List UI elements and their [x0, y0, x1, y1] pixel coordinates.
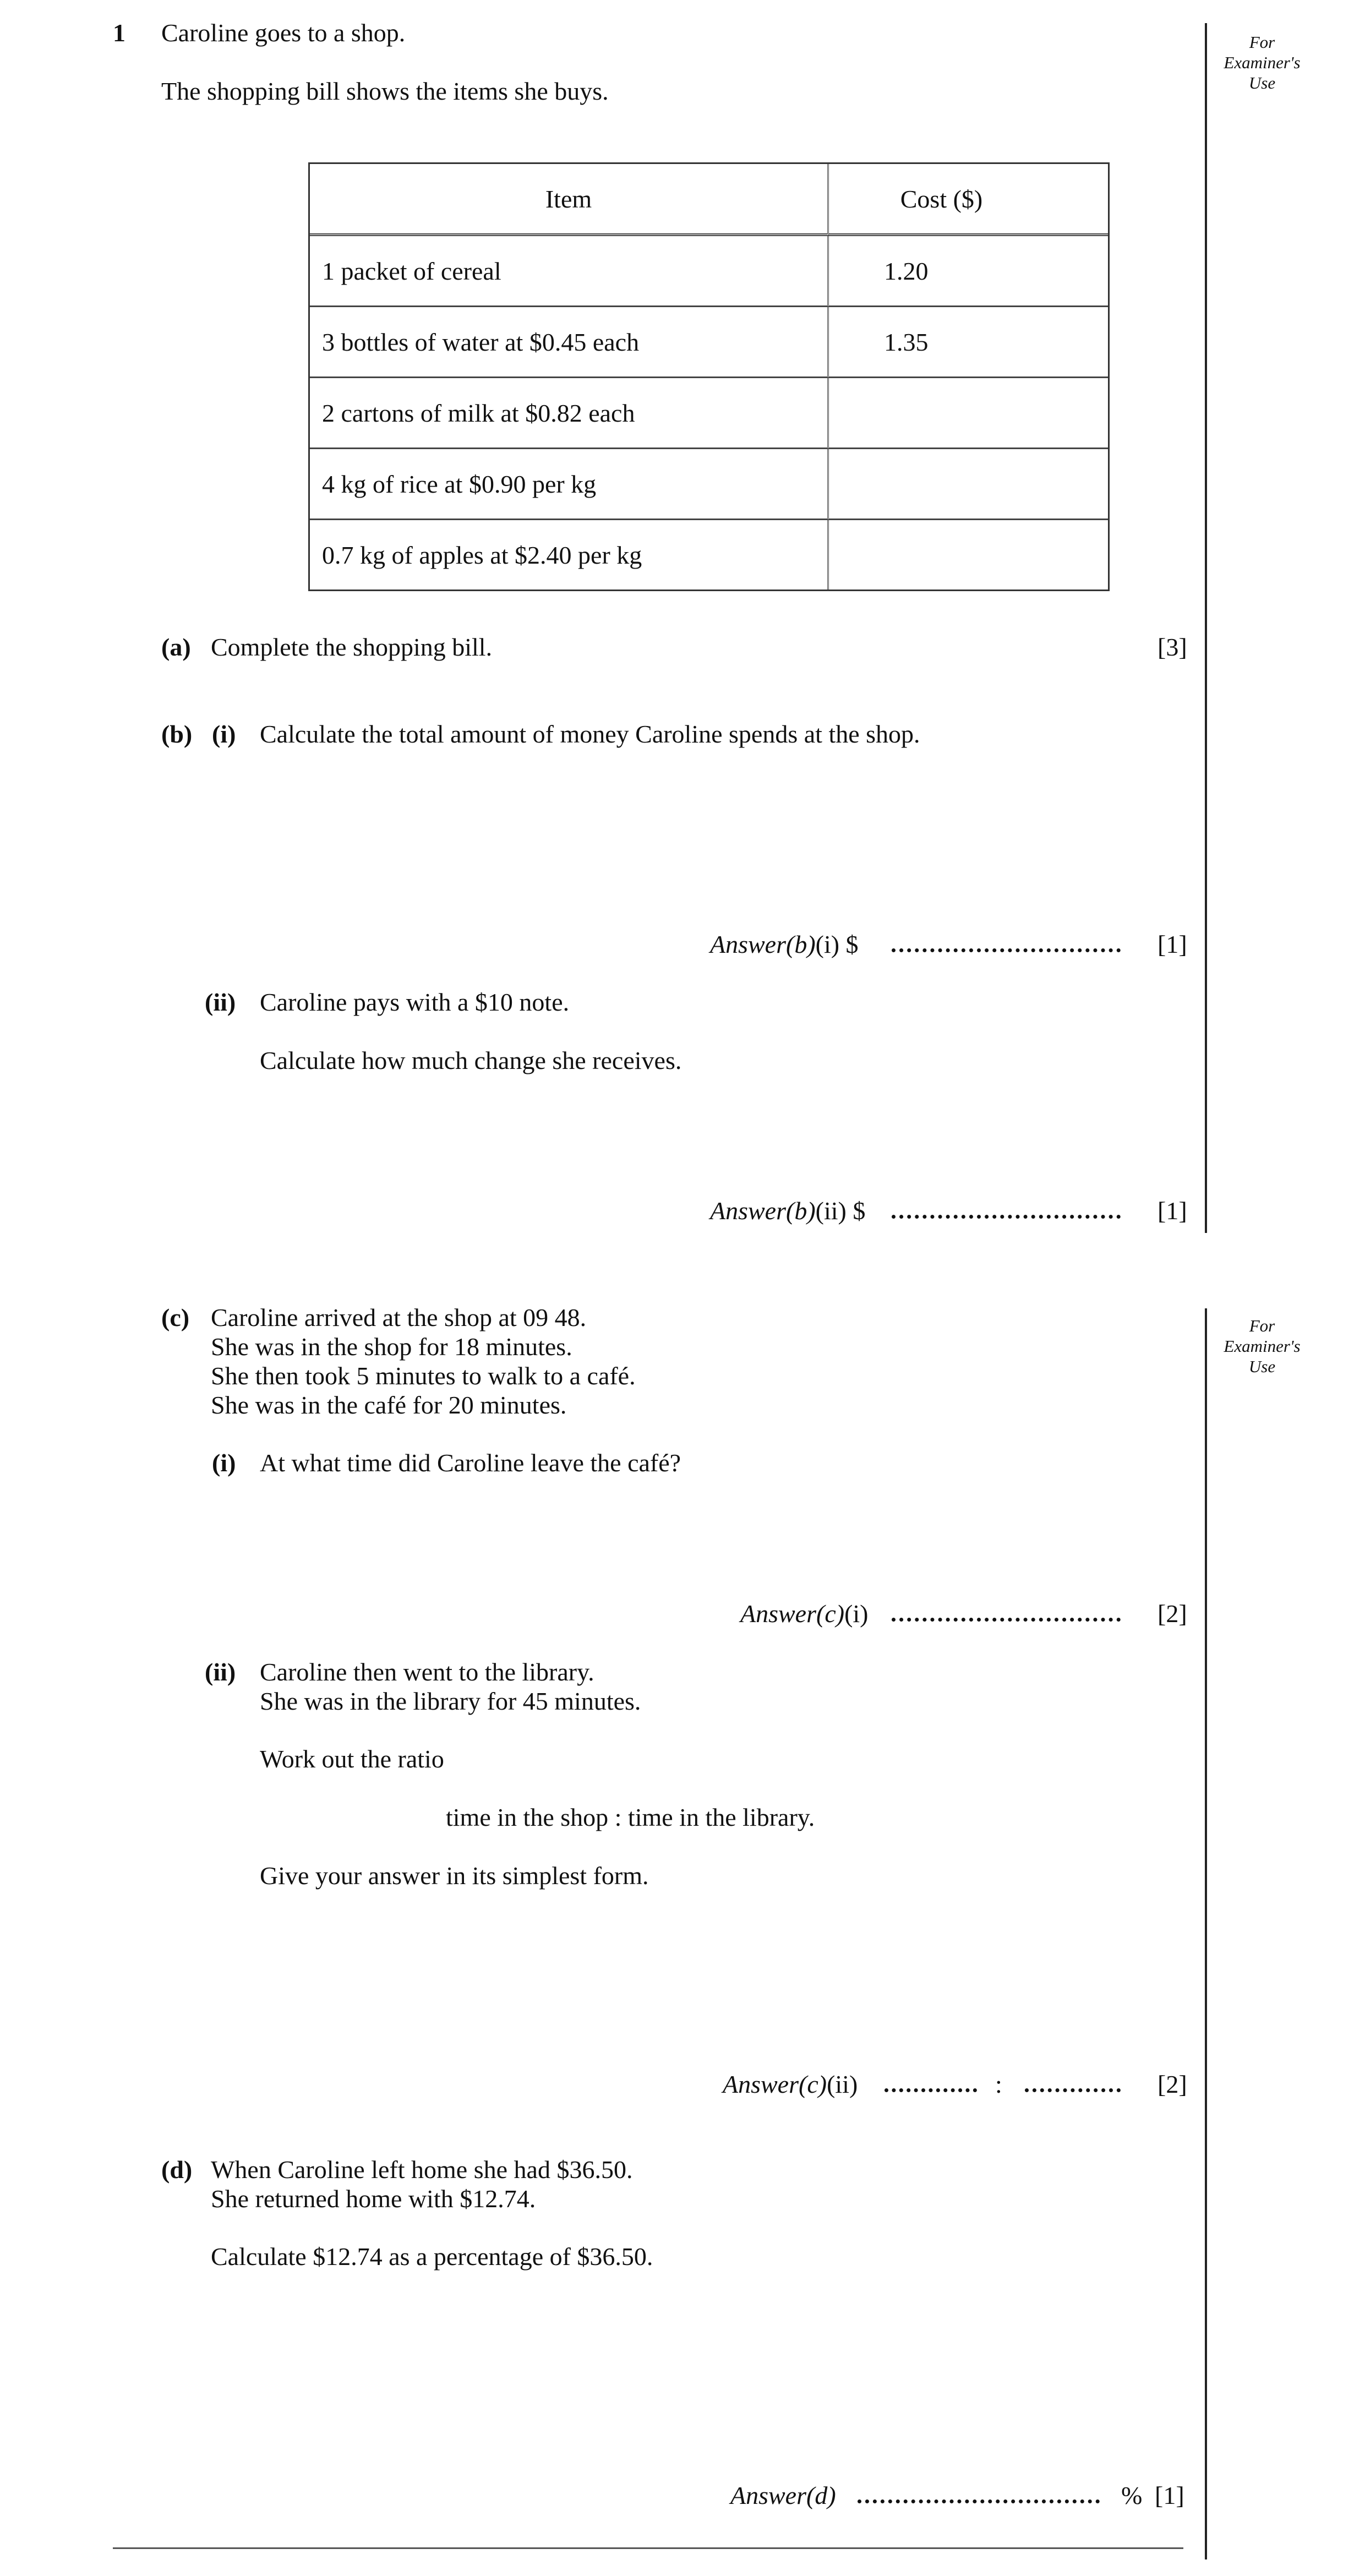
cost-cell-blank[interactable]	[829, 378, 1108, 449]
part-c-ii-answer-label	[723, 2070, 858, 2099]
part-b-ii-text-2: Calculate how much change she receives.	[260, 1046, 682, 1074]
examiner-use-line: Examiner's	[1224, 1336, 1301, 1356]
table-row	[310, 236, 1108, 307]
answer-prefix: Answer(c)	[723, 2070, 827, 2098]
part-c-i-answer-label	[740, 1600, 868, 1628]
part-c-ii-answer-line-left[interactable]	[884, 2088, 977, 2092]
answer-prefix: Answer(c)	[740, 1600, 845, 1628]
part-b-ii-answer-label	[710, 1197, 865, 1225]
ratio-colon: :	[995, 2070, 1002, 2098]
examiner-margin-line-top	[1205, 23, 1207, 1233]
part-a-marks: [3]	[1157, 633, 1187, 661]
part-b-i-marks: [1]	[1157, 930, 1187, 958]
part-c-ii-text-1: Caroline then went to the library.	[260, 1658, 594, 1686]
part-c-ii-text-4: Give your answer in its simplest form.	[260, 1862, 649, 1890]
part-b-label: (b)	[161, 720, 193, 748]
answer-suffix: (ii)	[827, 2070, 858, 2098]
examiner-use-line: Use	[1248, 73, 1276, 92]
part-c-ii-label: (ii)	[205, 1658, 236, 1686]
part-d-marks: [1]	[1155, 2481, 1184, 2509]
part-c-i-marks: [2]	[1157, 1600, 1187, 1628]
item-cell: 2 cartons of milk at $0.82 each	[310, 378, 829, 449]
cost-cell: 1.35	[829, 307, 1108, 378]
table-header-row	[310, 164, 1108, 236]
question-intro: Caroline goes to a shop.	[161, 19, 406, 47]
part-c-ii-marks: [2]	[1157, 2070, 1187, 2098]
part-d-answer-label: Answer(d)	[730, 2481, 836, 2509]
table-row	[310, 520, 1108, 590]
answer-suffix: (ii) $	[815, 1197, 866, 1225]
part-b-ii-answer-line[interactable]	[892, 1215, 1121, 1219]
part-c-label: (c)	[161, 1303, 190, 1331]
part-b-i-answer-line[interactable]	[892, 948, 1121, 952]
examiner-use-line: Examiner's	[1224, 53, 1301, 72]
table-row	[310, 449, 1108, 520]
part-c-i-label: (i)	[212, 1449, 236, 1477]
part-b-i-answer-label	[710, 930, 859, 959]
examiner-use-line: Use	[1248, 1357, 1276, 1376]
part-c-line: She was in the shop for 18 minutes.	[211, 1333, 572, 1361]
table-row	[310, 307, 1108, 378]
shopping-bill-table	[308, 162, 1110, 591]
part-d-answer-line[interactable]	[858, 2499, 1100, 2503]
part-b-i-text: Calculate the total amount of money Caroline spends at the shop.	[260, 720, 920, 748]
part-a-text: Complete the shopping bill.	[211, 633, 493, 661]
table-row	[310, 378, 1108, 449]
answer-suffix: (i)	[844, 1600, 869, 1628]
part-c-line: She then took 5 minutes to walk to a café.	[211, 1362, 636, 1390]
header-cost: Cost ($)	[829, 164, 1108, 236]
part-b-ii-marks: [1]	[1157, 1197, 1187, 1225]
part-a-label: (a)	[161, 633, 191, 661]
question-number: 1	[113, 19, 125, 47]
part-c-ii-text-3: Work out the ratio	[260, 1745, 444, 1773]
examiner-use-line: For	[1249, 1316, 1275, 1335]
part-c-ii-answer-line-right[interactable]	[1025, 2088, 1121, 2092]
answer-suffix: (i) $	[815, 930, 859, 958]
answer-prefix: Answer(b)	[710, 1197, 816, 1225]
part-d-label: (d)	[161, 2155, 193, 2184]
cost-cell-blank[interactable]	[829, 449, 1108, 520]
part-d-text-2: She returned home with $12.74.	[211, 2185, 536, 2213]
part-c-i-text: At what time did Caroline leave the café?	[260, 1449, 681, 1477]
bottom-rule	[113, 2547, 1183, 2549]
question-intro-2: The shopping bill shows the items she buys.	[161, 77, 609, 105]
part-c-line: She was in the café for 20 minutes.	[211, 1391, 567, 1419]
part-c-ii-text-2: She was in the library for 45 minutes.	[260, 1687, 641, 1715]
part-b-i-label: (i)	[212, 720, 236, 748]
item-cell: 1 packet of cereal	[310, 236, 829, 307]
item-cell: 4 kg of rice at $0.90 per kg	[310, 449, 829, 520]
part-c-ii-ratio: time in the shop : time in the library.	[446, 1803, 815, 1831]
examiner-use-line: For	[1249, 32, 1275, 52]
part-d-text-3: Calculate $12.74 as a percentage of $36.50.	[211, 2242, 653, 2271]
answer-prefix: Answer(b)	[710, 930, 816, 958]
part-c-line: Caroline arrived at the shop at 09 48.	[211, 1303, 587, 1331]
examiner-use-label-bottom	[1218, 1316, 1306, 1377]
part-c-i-answer-line[interactable]	[892, 1618, 1121, 1622]
examiner-margin-line-bottom	[1205, 1308, 1207, 2559]
part-b-ii-text-1: Caroline pays with a $10 note.	[260, 988, 570, 1016]
cost-cell: 1.20	[829, 236, 1108, 307]
cost-cell-blank[interactable]	[829, 520, 1108, 590]
part-d-text-1: When Caroline left home she had $36.50.	[211, 2155, 633, 2184]
header-item: Item	[310, 164, 829, 236]
item-cell: 3 bottles of water at $0.45 each	[310, 307, 829, 378]
examiner-use-label-top	[1218, 32, 1306, 93]
part-d-unit: %	[1121, 2481, 1143, 2509]
part-b-ii-label: (ii)	[205, 988, 236, 1016]
item-cell: 0.7 kg of apples at $2.40 per kg	[310, 520, 829, 590]
